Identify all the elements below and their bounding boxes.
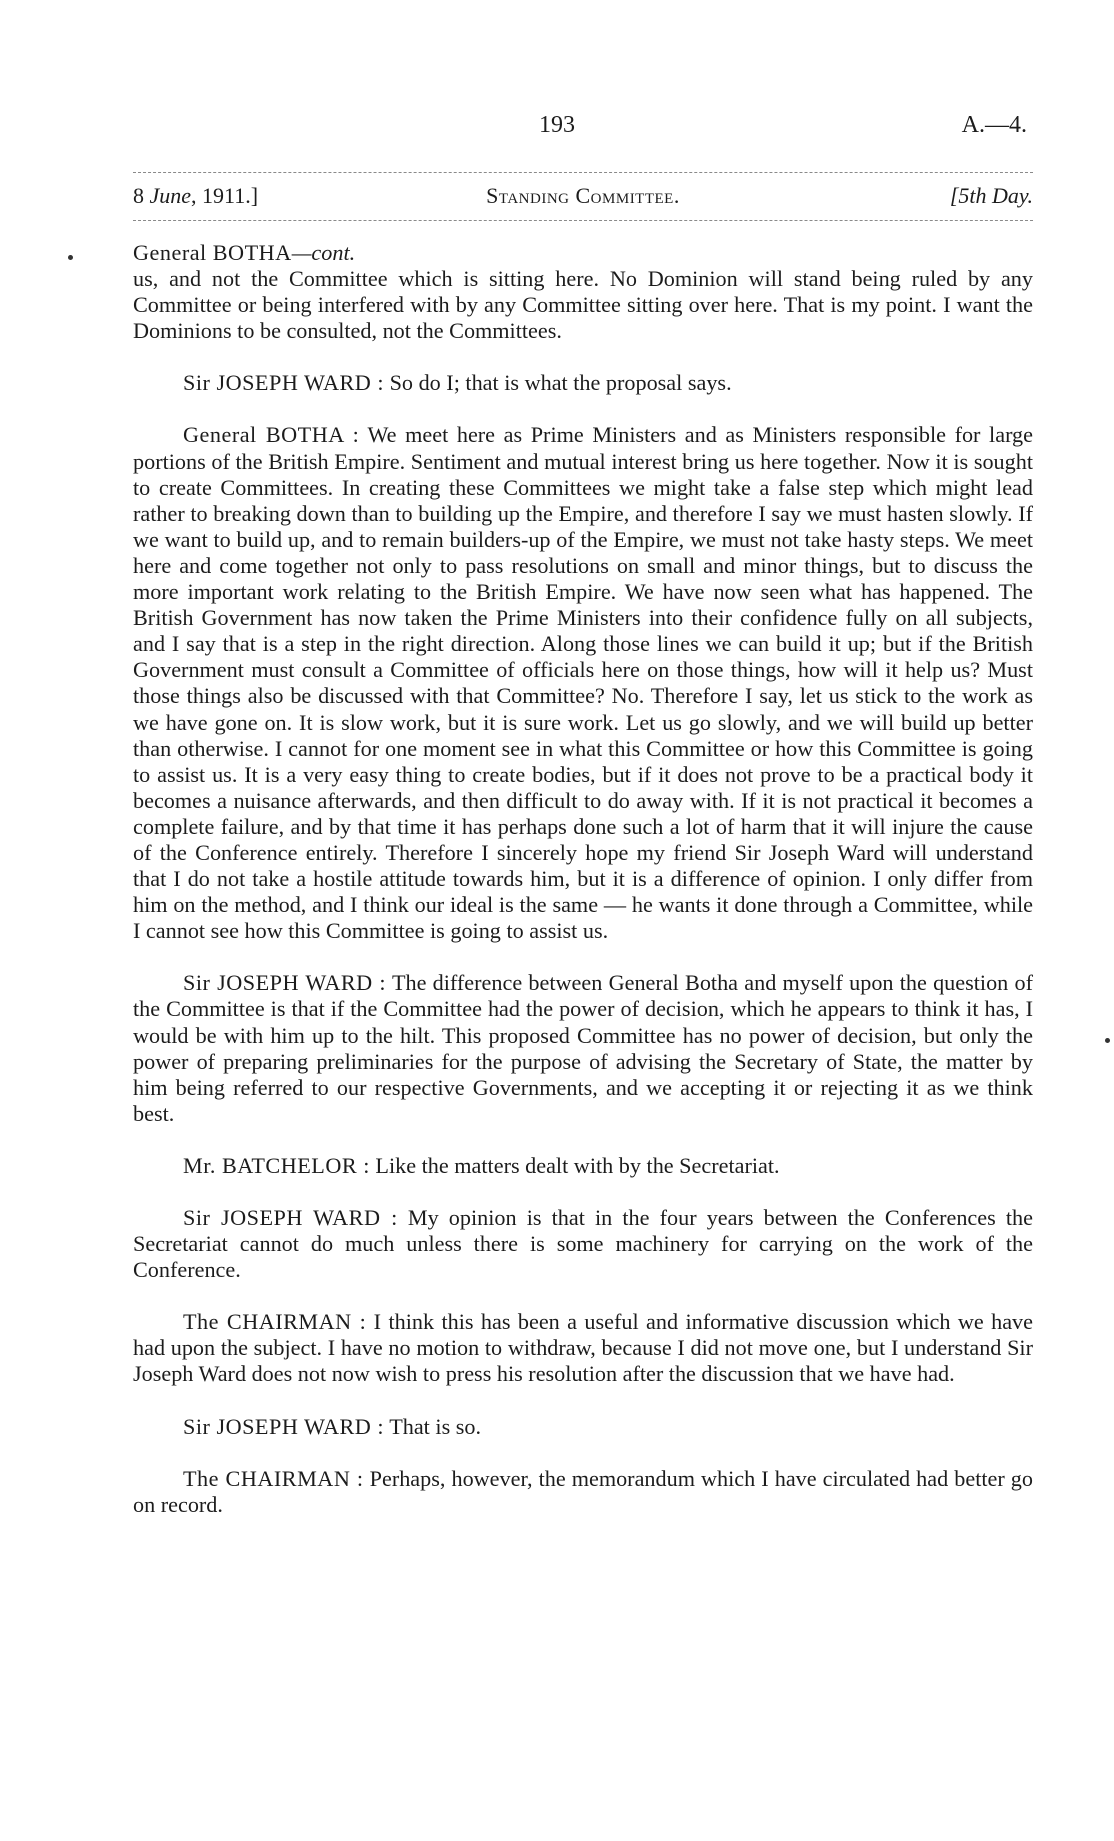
continuation-heading [133, 240, 1033, 266]
header-bottom-rule [133, 220, 1033, 221]
running-header [133, 183, 1033, 213]
paragraph [133, 422, 1033, 944]
document-body [133, 240, 1033, 1544]
speaker-name: The CHAIRMAN : [183, 1309, 367, 1335]
speaker-name: Sir JOSEPH WARD : [183, 1413, 385, 1439]
header-title: Standing Committee. [486, 183, 680, 208]
speech-text: We meet here as Prime Ministers and as Ministers responsible for large portions of the British Empire. Sentiment and mutual interest bring us here together. Now it is sought to create Committees. In creating these Committees we might take a false step which might lead rather to breaking down than to building up the Empire, and therefore I say we must hasten slowly. If we want to build up, and to remain builders-up of the Empire, we must not take hasty steps. We meet here and come together not only to pass resolutions on small and minor things, but to discuss the more important work relating to the British Empire. We have now seen what has happened. The British Government has now taken the Prime Ministers into their confidence fully on all subjects, and I say that is a step in the right direction. Along those lines we can build it up; but if the British Government must consult a Committee of officials here on those things, how will it help us? Must those things also be discussed with that Committee? No. Therefore I say, let us stick to the work as we have gone on. It is slow work, but it is sure work. Let us go slowly, and we will build up better than otherwise. I cannot for one moment see in what this Committee or how this Committee is going to assist us. It is a very easy thing to create bodies, but if it does not prove to be a practical body it becomes a nuisance afterwards, and then difficult to do away with. If it is not practical it becomes a complete failure, and by that time it has perhaps done such a lot of harm that it will injure the cause of the Conference entirely. Therefore I sincerely hope my friend Sir Joseph Ward will understand that I do not take a hostile attitude towards him, but it is a difference of opinion. I only differ from him on the method, and I think our ideal is the same — he wants it done through a Committee, while I cannot see how this Committee is going to assist us. [133, 422, 1033, 944]
header-date-year: , 1911.] [191, 183, 259, 208]
speaker-name: Mr. BATCHELOR : [183, 1152, 370, 1178]
paragraph [133, 1153, 1033, 1179]
paragraph [133, 370, 1033, 396]
speech-text: So do I; that is what the proposal says. [384, 370, 732, 396]
paragraph [133, 1466, 1033, 1518]
header-top-rule [133, 172, 1033, 173]
speech-text: us, and not the Committee which is sitting here. No Dominion will stand being ruled by any Committee or being interfered with by any Committee sitting over here. That is my point. I want the Dominions to be consulted, not the Committees. [133, 266, 1033, 344]
speaker-name: Sir JOSEPH WARD : [183, 1205, 398, 1230]
paragraph [133, 1205, 1033, 1283]
paragraph [133, 266, 1033, 344]
speech-text: Like the matters dealt with by the Secretariat. [369, 1152, 780, 1178]
paragraph-list [133, 266, 1033, 1518]
document-reference: A.—4. [961, 112, 1027, 138]
speech-text: I think this has been a useful and informative discussion which we have had upon the subject. I have no motion to withdraw, because I did not move one, but I understand Sir Joseph Ward does not now wish to press his resolution after the discussion that we have had. [133, 1309, 1033, 1387]
speaker-name: Sir JOSEPH WARD : [183, 370, 385, 396]
continuation-speaker: General BOTHA [133, 240, 292, 265]
header-date-day: 8 [133, 183, 144, 208]
speaker-name: Sir JOSEPH WARD : [183, 970, 387, 996]
speech-text: Perhaps, however, the memorandum which I have circulated had better go on record. [133, 1465, 1033, 1517]
speech-text: My opinion is that in the four years between the Conferences the Secretariat cannot do much unless there is some machinery for carrying on the work of the Conference. [133, 1205, 1033, 1283]
speech-text: The difference between General Botha and myself upon the question of the Committee is that if the Committee had the power of decision, which he appears to think it has, I would be with him up to the hilt. This proposed Committee has no power of decision, but only the power of preparing preliminaries for the purpose of advising the Secretary of State, the matter by him being referred to our respective Governments, and we accepting it or rejecting it as we think best. [133, 970, 1033, 1126]
margin-dot-right [1105, 1038, 1110, 1043]
page-number: 193 [539, 112, 575, 138]
speech-text: That is so. [384, 1413, 482, 1439]
header-date-month: June [149, 183, 192, 208]
speaker-name: General BOTHA : [183, 422, 360, 448]
header-day: [5th Day. [949, 183, 1033, 208]
speaker-name: The CHAIRMAN : [183, 1465, 364, 1491]
paragraph [133, 1414, 1033, 1440]
continuation-marker: —cont. [291, 240, 356, 265]
paragraph [133, 1309, 1033, 1387]
margin-dot [68, 255, 73, 260]
paragraph [133, 970, 1033, 1127]
